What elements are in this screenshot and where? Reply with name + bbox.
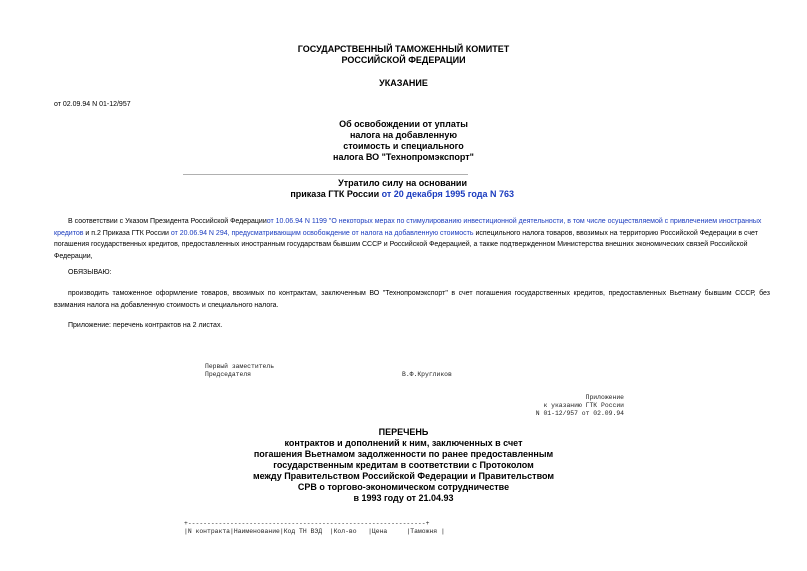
appendix-line2: к указанию ГТК России [543,402,624,409]
list-line6: в 1993 году от 21.04.93 [353,493,454,503]
repeal-order-link[interactable]: от 20 декабря 1995 года N 763 [381,189,514,199]
status-line2 [290,189,514,200]
appendix-note: Приложение: перечень контрактов на 2 листах. [68,322,223,329]
list-line3: государственным кредитам в соответствии с Протоколом [273,460,534,470]
list-title: ПЕРЕЧЕНЬ [378,427,429,437]
org-name-line1: ГОСУДАРСТВЕННЫЙ ТАМОЖЕННЫЙ КОМИТЕТ [297,44,510,54]
doc-title-line3: стоимость и специального [343,141,464,151]
signature-title-line2: Председателя [205,371,252,378]
org-name-line2: РОССИЙСКОЙ ФЕДЕРАЦИИ [341,55,466,65]
order-294-link[interactable]: от 20.06.94 N 294, предусматривающим освобождение от налога на добавленную стоимость [170,229,474,237]
list-line4: между Правительством Российской Федерации и Правительством [252,471,555,481]
list-line5: СРВ о торгово-экономическом сотрудничестве [297,482,510,492]
body-paragraph-2: производить таможенное оформление товаров, ввозимых по контрактам, заключенным ВО "Технопромэкспорт" в счет погашения государственных кредитов, предоставленных Вьетнаму бывшим СССР, без взимания налога на добавленную стоимость и специального налога. [54,290,770,309]
table-top-border: +--------------------------------------------------------------+ [184,520,430,527]
appendix-line1: Приложение [585,394,624,401]
list-line2: погашения Вьетнамом задолженности по ранее предоставленным [253,449,554,459]
doc-type: УКАЗАНИЕ [379,78,428,88]
table-header-row: |N контракта|Наименование|Код ТН ВЭД |Кол-во |Цена |Таможня | [184,528,445,535]
doc-title-line2: налога на добавленную [349,130,458,140]
divider-rule [183,174,468,175]
signature-title-line1: Первый заместитель [205,363,275,370]
status-line2-prefix: приказа ГТК России [290,189,382,199]
doc-title-line4: налога ВО "Технопромэкспорт" [333,152,474,162]
p1-text-c: испецильного налога товаров, ввозимых на территорию Российской Федерации в счет погашения государственных кредитов, предоставленных иностранным государствам бывшим СССР и Российской Федерацией, а также подтвержденном Министерства внешних экономических связей Российской Федерации, [54,229,758,260]
signature-name: В.Ф.Кругликов [402,371,452,378]
obyazyvayu-label: ОБЯЗЫВАЮ: [68,269,112,276]
body-paragraph-1 [54,216,770,262]
appendix-line3: N 01-12/957 от 02.09.94 [535,410,624,417]
decree-link[interactable]: от 10.06.94 N 1199 "О некоторых мерах по стимулированию инвестиционной деятельности, в том числе осуществляемой с привлечением иностранных кредитов [54,218,762,237]
p1-text-b: и п.2 Приказа ГТК России [83,229,171,237]
status-line1: Утратило силу на основании [338,178,467,188]
p1-text-a: В соответствии с Указом Президента Российской Федерации [68,218,267,225]
doc-date-number: от 02.09.94 N 01-12/957 [54,101,131,108]
doc-title-line1: Об освобождении от уплаты [339,119,468,129]
list-line1: контрактов и дополнений к ним, заключенных в счет [284,438,523,448]
